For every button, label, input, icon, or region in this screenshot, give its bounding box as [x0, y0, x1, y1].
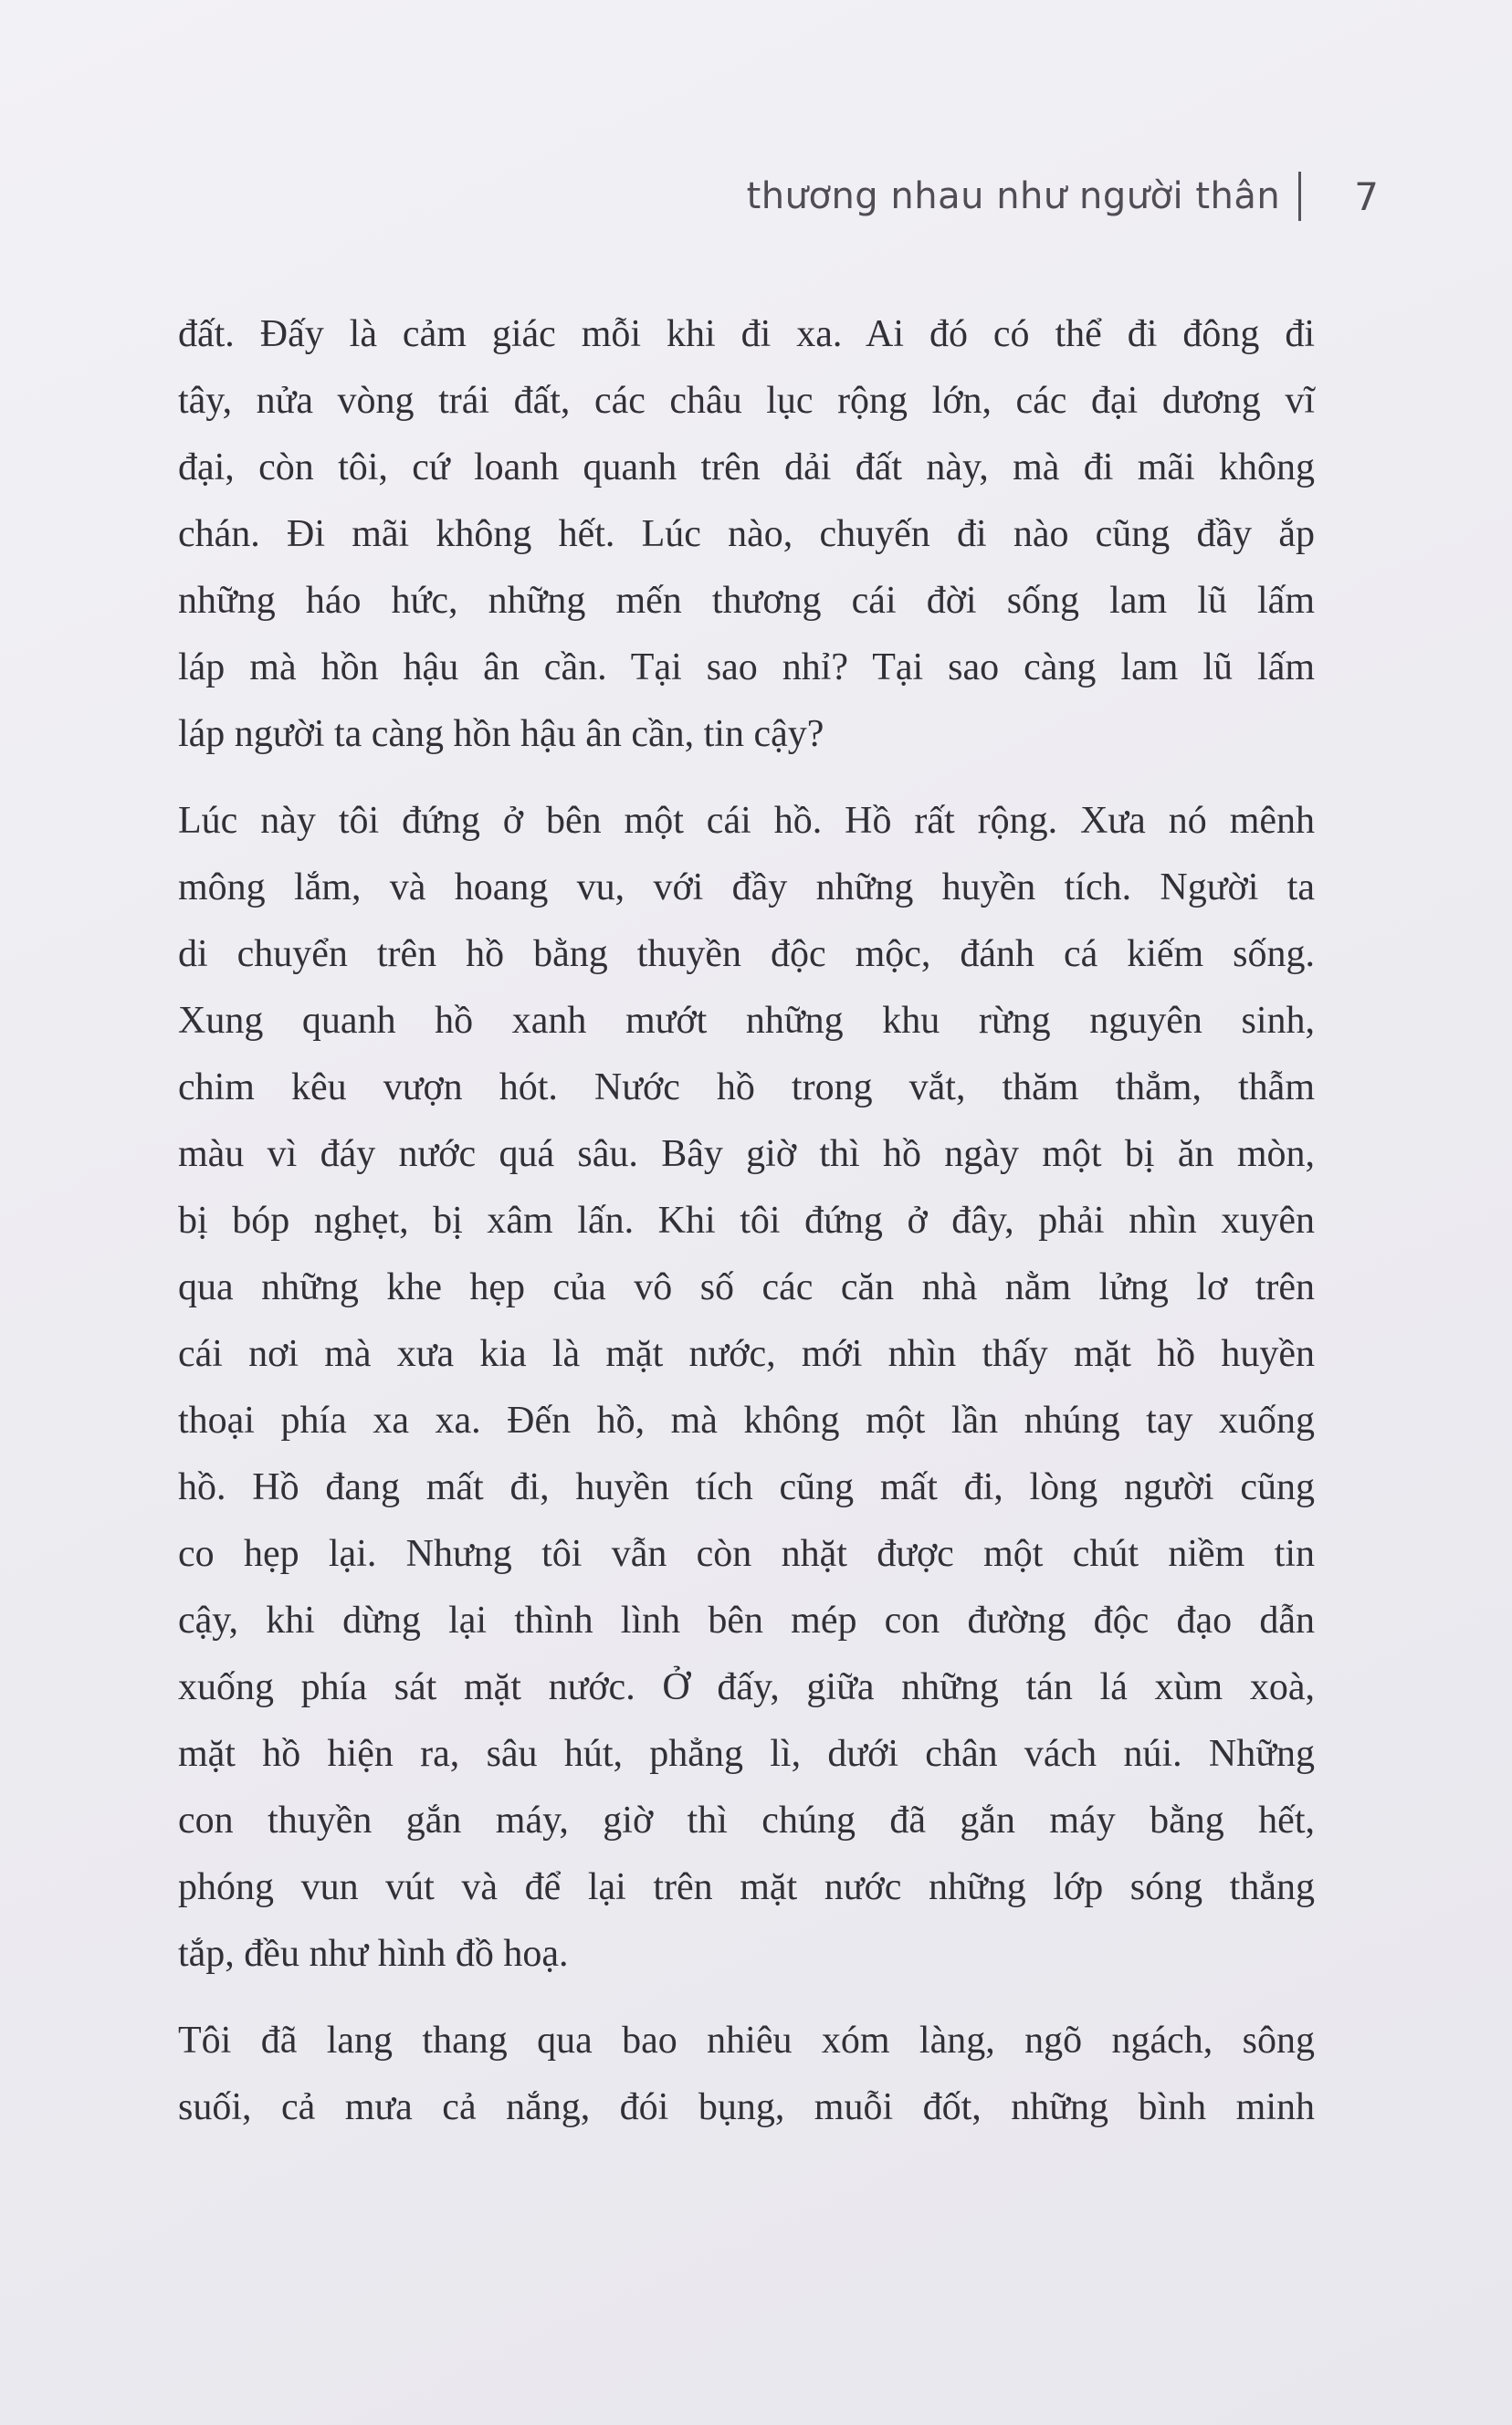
running-title: thương nhau như người thân — [746, 175, 1281, 217]
paragraph — [178, 788, 1315, 1988]
text-line: mông lắm, và hoang vu, với đầy những huyền tích. Người ta — [178, 866, 1315, 908]
text-line: cái nơi mà xưa kia là mặt nước, mới nhìn thấy mặt hồ huyền — [178, 1333, 1315, 1375]
header-separator-bar — [1298, 172, 1301, 221]
text-line: láp người ta càng hồn hậu ân cần, tin cậy? — [178, 713, 824, 755]
text-line: Xung quanh hồ xanh mướt những khu rừng nguyên sinh, — [178, 1000, 1315, 1042]
text-line: suối, cả mưa cả nắng, đói bụng, muỗi đốt, những bình minh — [178, 2086, 1315, 2128]
text-line: màu vì đáy nước quá sâu. Bây giờ thì hồ ngày một bị ăn mòn, — [178, 1133, 1315, 1175]
text-line: qua những khe hẹp của vô số các căn nhà nằm lửng lơ trên — [178, 1266, 1315, 1308]
text-line: phóng vun vút và để lại trên mặt nước những lớp sóng thẳng — [178, 1866, 1315, 1908]
text-line: xuống phía sát mặt nước. Ở đấy, giữa những tán lá xùm xoà, — [178, 1666, 1315, 1708]
text-line: đại, còn tôi, cứ loanh quanh trên dải đất này, mà đi mãi không — [178, 446, 1315, 488]
text-line: đất. Đấy là cảm giác mỗi khi đi xa. Ai đó có thể đi đông đi — [178, 313, 1315, 355]
text-line: cậy, khi dừng lại thình lình bên mép con đường độc đạo dẫn — [178, 1600, 1315, 1642]
paragraph — [178, 2008, 1315, 2141]
text-line: thoại phía xa xa. Đến hồ, mà không một lần nhúng tay xuống — [178, 1400, 1315, 1442]
page-number: 7 — [1354, 173, 1379, 219]
body-text — [178, 301, 1315, 2141]
text-line: tây, nửa vòng trái đất, các châu lục rộng lớn, các đại dương vĩ — [178, 380, 1315, 422]
text-line: láp mà hồn hậu ân cần. Tại sao nhỉ? Tại sao càng lam lũ lấm — [178, 646, 1315, 688]
text-line: bị bóp nghẹt, bị xâm lấn. Khi tôi đứng ở đây, phải nhìn xuyên — [178, 1200, 1315, 1242]
text-line: Tôi đã lang thang qua bao nhiêu xóm làng, ngõ ngách, sông — [178, 2020, 1315, 2062]
running-head — [747, 172, 1379, 221]
text-line: hồ. Hồ đang mất đi, huyền tích cũng mất đi, lòng người cũng — [178, 1466, 1315, 1508]
text-line: chán. Đi mãi không hết. Lúc nào, chuyến đi nào cũng đầy ắp — [178, 513, 1315, 555]
text-line: chim kêu vượn hót. Nước hồ trong vắt, thăm thẳm, thẫm — [178, 1066, 1315, 1108]
text-line: Lúc này tôi đứng ở bên một cái hồ. Hồ rất rộng. Xưa nó mênh — [178, 800, 1315, 842]
text-line: mặt hồ hiện ra, sâu hút, phẳng lì, dưới chân vách núi. Những — [178, 1733, 1315, 1775]
text-line: con thuyền gắn máy, giờ thì chúng đã gắn máy bằng hết, — [178, 1800, 1315, 1842]
paragraph — [178, 301, 1315, 768]
text-line: những háo hức, những mến thương cái đời sống lam lũ lấm — [178, 580, 1315, 622]
text-line: tắp, đều như hình đồ hoạ. — [178, 1933, 569, 1975]
text-line: co hẹp lại. Nhưng tôi vẫn còn nhặt được một chút niềm tin — [178, 1533, 1315, 1575]
text-line: di chuyển trên hồ bằng thuyền độc mộc, đánh cá kiếm sống. — [178, 933, 1315, 975]
